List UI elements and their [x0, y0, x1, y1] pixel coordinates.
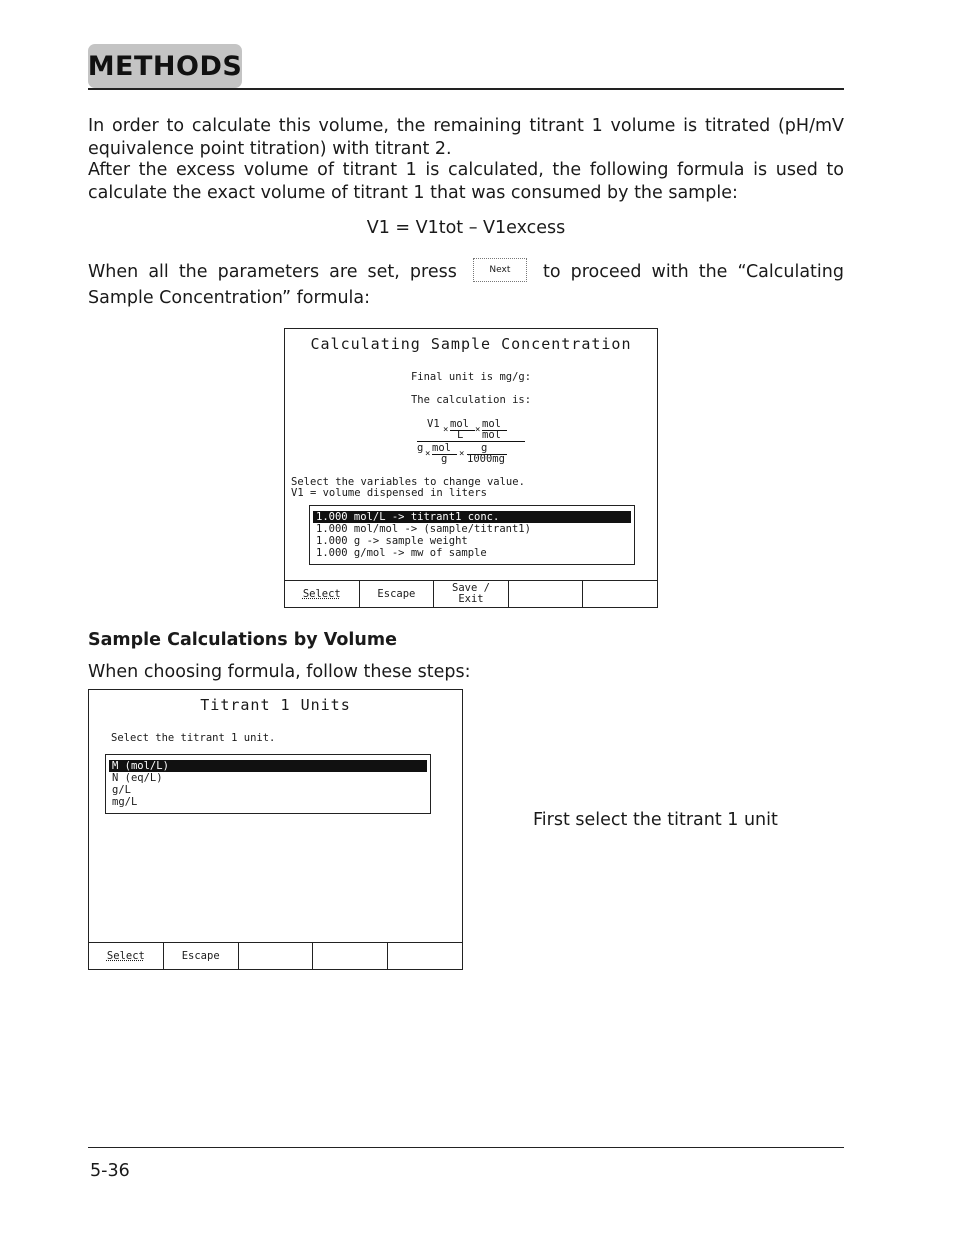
list-item[interactable]: mg/L	[112, 796, 138, 808]
list-item-selected[interactable]: M (mol/L)	[109, 760, 427, 772]
escape-softkey[interactable]: Escape	[360, 581, 435, 607]
escape-softkey[interactable]: Escape	[164, 943, 239, 969]
formula-times: ×	[475, 425, 481, 435]
select-softkey[interactable]	[285, 581, 360, 607]
header-rule	[88, 88, 844, 90]
formula-times: ×	[425, 449, 431, 459]
formula-mol: mol	[432, 442, 451, 454]
formula-1000mg: 1000mg	[467, 453, 505, 465]
formula-times: ×	[443, 425, 449, 435]
softkey-bar	[89, 942, 462, 969]
volume-formula: V1 = V1tot – V1excess	[366, 218, 566, 238]
softkey-label: Select	[106, 949, 145, 962]
concentration-formula	[415, 417, 530, 465]
units-list[interactable]	[105, 754, 431, 814]
empty-softkey[interactable]	[509, 581, 584, 607]
formula-v1: V1	[427, 418, 440, 430]
variables-list[interactable]	[309, 505, 635, 565]
formula-l: L	[457, 429, 464, 441]
empty-softkey[interactable]	[583, 581, 657, 607]
formula-times: ×	[459, 449, 465, 459]
paragraph-3-start: When all the parameters are set, press	[88, 262, 457, 282]
paragraph-1: In order to calculate this volume, the remaining titrant 1 volume is titrated (pH/mV equivalence point titration) with titrant 2.	[88, 116, 844, 159]
section-title: METHODS	[88, 44, 242, 88]
formula-mol: mol	[482, 418, 501, 430]
paragraph-2: After the excess volume of titrant 1 is calculated, the following formula is used to calculate the exact volume of titrant 1 that was consumed by the sample:	[88, 160, 844, 203]
paragraph-4: When choosing formula, follow these steps:	[88, 662, 471, 682]
list-item[interactable]: 1.000 g -> sample weight	[316, 535, 468, 547]
screen-caption: First select the titrant 1 unit	[533, 810, 778, 830]
list-item-selected[interactable]: 1.000 mol/L -> titrant1 conc.	[313, 511, 631, 523]
formula-g: g	[481, 442, 488, 454]
calculation-line: The calculation is:	[410, 394, 532, 406]
footer-rule	[88, 1147, 844, 1148]
titrant-units-screen	[88, 689, 463, 970]
softkey-label: Select	[302, 587, 341, 600]
empty-softkey[interactable]	[313, 943, 388, 969]
instruction-select-unit: Select the titrant 1 unit.	[111, 732, 276, 744]
formula-g: g	[441, 453, 448, 465]
screen-title: Calculating Sample Concentration	[310, 335, 632, 353]
page-number: 5-36	[90, 1161, 130, 1181]
formula-mol: mol	[482, 429, 501, 441]
final-unit-line: Final unit is mg/g:	[410, 371, 532, 383]
screen-title: Titrant 1 Units	[200, 696, 351, 714]
list-item[interactable]: 1.000 g/mol -> mw of sample	[316, 547, 487, 559]
instruction-v1-definition: V1 = volume dispensed in liters	[291, 487, 487, 499]
paragraph-3-end: to proceed with the “Calculating Sample Concentration” formula:	[88, 262, 844, 308]
list-item[interactable]: 1.000 mol/mol -> (sample/titrant1)	[316, 523, 531, 535]
instruction-select-variables: Select the variables to change value.	[291, 476, 525, 488]
list-item[interactable]: N (eq/L)	[112, 772, 163, 784]
select-softkey[interactable]	[89, 943, 164, 969]
save-exit-softkey[interactable]: Save / Exit	[434, 581, 509, 607]
next-key: Next	[473, 258, 527, 282]
empty-softkey[interactable]	[239, 943, 314, 969]
subheading: Sample Calculations by Volume	[88, 630, 397, 650]
list-item[interactable]: g/L	[112, 784, 131, 796]
calc-sample-conc-screen	[284, 328, 658, 608]
paragraph-3	[88, 259, 844, 311]
empty-softkey[interactable]	[388, 943, 462, 969]
softkey-bar	[285, 580, 657, 607]
formula-g: g	[417, 442, 424, 454]
formula-mol: mol	[450, 418, 469, 430]
